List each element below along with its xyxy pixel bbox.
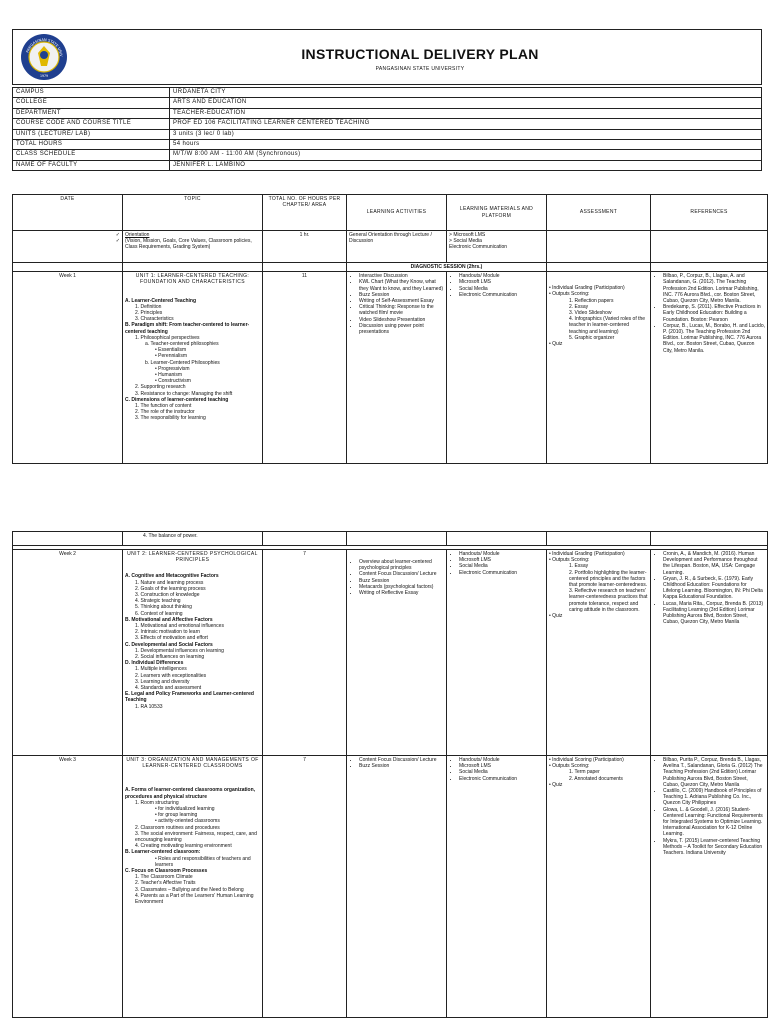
topic-item: • for individualized learning [155,806,215,813]
week2-assessment [547,550,651,756]
topic-item: 4. Parents as a Part of the Learners' Human Learning Environment [135,892,254,906]
col-activities: LEARNING ACTIVITIES [347,195,447,231]
topic-item: 1. The Classroom Climate [135,874,193,881]
topic-item: C. Focus on Classroom Processes [125,868,208,875]
page-title: INSTRUCTIONAL DELIVERY PLAN [301,46,539,62]
course-info-table [12,87,762,171]
info-label: COLLEGE [13,98,170,108]
col-topic: TOPIC [123,195,263,231]
info-value: ARTS AND EDUCATION [170,98,762,108]
topic-item: 4. Standards and assessment [135,685,202,692]
topic-item: 3. The social environment: Fairness, respect, care, and encouraging learning [135,830,257,844]
activity-item: • Writing of Self-Assessment Essay [359,298,444,304]
delivery-plan-table-page2 [12,531,768,1018]
info-value: PROF ED 106 FACILITATING LEARNER CENTERED TEACHING [170,119,762,129]
week1-topic [123,272,263,464]
bullet-icon: • [549,285,553,292]
topic-item: 4. Strategic teaching [135,598,181,605]
topic-item: 1. The function of content [135,403,192,410]
material-item: • Social Media [459,769,544,775]
week3-unit-title: UNIT 3: ORGANIZATION AND MANAGEMENTS OF LEARNER-CENTERED CLASSROOMS [126,757,259,770]
assessment-text: 3. Reflective research on teachers' learner-centeredness practices that promote tolerance, respect and caring attitude in the classroom. [569,588,648,613]
reference-item: • Gryan, J. R., & Surbeck, E. (1979). Early Childhood Education: Foundations for Lifelong Learning. Bloomington, IN: Phi Delta Kappa Educational Foundation. [663,576,765,601]
bullet-icon: • [549,781,553,788]
info-label: UNITS (LECTURE/ LAB) [13,129,170,139]
assessment-item [549,316,648,335]
topic-item: 1. Developmental influences on learning [135,647,224,654]
topic-item: 2. Principles [135,310,163,317]
column-header-row [13,195,768,231]
continuation-item: 4. The balance of power. [123,532,263,546]
orientation-material-item: > Social Media [449,238,482,245]
bullet-icon: • [549,613,553,620]
topic-item: • Perennialism [155,353,188,360]
assessment-text: Individual Scoring (Participation) [552,757,624,763]
week1-unit-title: UNIT 1: LEARNER-CENTERED TEACHING: FOUNDATION AND CHARACTERISTICS [135,273,250,286]
topic-item: 3. Construction of knowledge [135,592,200,599]
col-references: REFERENCES [651,195,768,231]
topic-item: 2. Teacher's Affective Traits [135,880,196,887]
info-row [13,108,762,118]
material-item: • Microsoft LMS [459,557,544,563]
reference-item: • Bredekamp, S. (2011). Effective Practices in Early Childhood Education: Building a Foundation. Boston: Pearson [663,304,765,323]
assessment-text: 3. Video Slideshow [569,310,612,317]
activity-item: • Buzz Session [359,292,444,298]
info-row [13,129,762,139]
week3-materials [447,756,547,1018]
info-value: URDANETA CITY [170,88,762,98]
week1-date: Week 1 [13,272,123,464]
reference-item: • Mykra, T. (2015) Learner-centered Teaching Methods – A Toolkit for Secondary Education Teachers. Indiana University [663,838,765,857]
topic-item: 1. Nature and learning process [135,579,204,586]
material-item: • Handouts/ Module [459,757,544,763]
activity-item: • Video Slideshow Presentation [359,317,444,323]
info-value: TEACHER-EDUCATION [170,108,762,118]
orientation-material-item: Electronic Communication [449,244,508,251]
assessment-text: Individual Grading (Participation) [552,285,625,292]
material-item: • Electronic Communication [459,570,544,576]
info-value: JENNIFER L. LAMBINO [170,160,762,170]
week1-row [13,272,768,464]
reference-item: • Bilbao, Purita P., Corpuz, Brenda B., Llagas, Avelina T., Salandanan, Gloria G. (2012) The Teaching Profession (2nd Edition) Lorimar Publishing Aurora Blvd, Boston Street, Cubao, Quezon City, Metro Manila [663,757,765,788]
activity-item: • Writing of Reflective Essay [359,590,444,596]
week2-hours: 7 [263,550,347,756]
topic-item: • Humanism [155,372,183,379]
topic-item: 1. Definition [135,303,162,310]
bullet-icon: • [549,557,553,564]
material-item: • Social Media [459,286,544,292]
activity-item: • Buzz Session [359,578,444,584]
week2-row [13,550,768,756]
material-item: • Microsoft LMS [459,763,544,769]
assessment-text: 2. Portfolio highlighting the learner-centered principles and the factors that promote learner-centeredness. [569,569,648,589]
week1-assessment [547,272,651,464]
material-item: • Social Media [459,563,544,569]
week1-activities [347,272,447,464]
week1-references [651,272,768,464]
assessment-item [549,588,648,613]
week3-topic [123,756,263,1018]
topic-item: E. Legal and Policy Frameworks and Learner-centered Teaching [125,691,254,704]
topic-item: 3. The responsibility for learning [135,415,206,422]
continuation-row [13,532,768,546]
assessment-item [549,570,648,589]
week3-assessment [547,756,651,1018]
activity-item: • Discussion using power point presentations [359,323,444,335]
activity-item: • Critical Thinking: Response to the watched film/ movie [359,304,444,316]
university-name: PANGASINAN STATE UNIVERSITY [375,66,465,72]
info-label: CLASS SCHEDULE [13,150,170,160]
topic-item: 2. Goals of the learning process [135,585,206,592]
assessment-text: Quiz [552,341,563,348]
topic-item: 1. Room structuring [135,799,179,806]
activity-item: • Overview about learner-centered psychological principles [359,559,444,571]
assessment-text: 4. Infographics (Varied roles of the teacher in learner-centered teaching and learning) [569,316,646,335]
week1-materials [447,272,547,464]
info-row [13,150,762,160]
topic-item: 2. Learners with exceptionalities [135,672,207,679]
topic-item: 5. Thinking about thinking [135,604,192,611]
delivery-plan-table-page1 [12,194,768,464]
activity-item: • KWL Chart (What they Know, what they Want to know, and they Learned) [359,279,444,291]
topic-item: 1. Motivational and emotional influences [135,623,224,630]
topic-item: • Essentialism [155,347,187,354]
assessment-text: 5. Graphic organizer [569,334,615,341]
info-label: DEPARTMENT [13,108,170,118]
week2-activities [347,550,447,756]
reference-item: • Cronin, A., & Mandich, M. (2016). Human Development and Performance throughout the Lifespan. Boston, MA, USA: Cengage Learning. [663,551,765,576]
info-row [13,160,762,170]
assessment-text: Outputs Scoring: [552,557,590,564]
topic-item: • Progressivism [155,365,190,372]
reference-item: • Corpuz, B., Lucas, M., Borabo, H. and Lucido, P. (2010). The Teaching Profession 2nd Edition. Lorimar Publishing, INC. 776 Aurora Blvd., cor. Boston Street, Cubao, Quezon City, Metro Manila. [663,323,765,354]
diagnostic-row [13,263,768,272]
topic-item: 3. Characteristics [135,316,174,323]
topic-item: A. Learner-Centered Teaching [125,297,197,304]
week1-hours: 11 [263,272,347,464]
topic-item: B. Motivational and Affective Factors [125,616,213,623]
topic-item: C. Developmental and Social Factors [125,641,213,648]
assessment-item [549,782,648,788]
topic-item: 3. Resistance to change: Managing the shift [135,390,233,397]
topic-item: A. Cognitive and Metacognitive Factors [125,573,219,580]
reference-item: • Lucas, Maria Rita., Corpuz, Brenda B. (2013) Facilitating Learning (3rd Edition) Lorimar Publishing Aurora Blvd, Boston Street, Cubao, Quezon City, Metro Manila [663,601,765,626]
col-assessment: ASSESSMENT [547,195,651,231]
activity-item: • Content Focus Discussion/ Lecture [359,571,444,577]
assessment-item [549,341,648,347]
assessment-text: Outputs Scoring: [552,763,590,770]
topic-item: • Roles and responsibilities of teachers and learners [155,855,251,868]
topic-item: 3. Classmates – Bullying and the Need to Belong [135,886,244,893]
info-row [13,88,762,98]
week3-row [13,756,768,1018]
assessment-item [549,613,648,619]
svg-text:PANGASINAN STATE UNIVERSITY: PANGASINAN STATE UNIV [25,37,64,57]
col-date: DATE [13,195,123,231]
week3-hours: 7 [263,756,347,1018]
assessment-text: 2. Essay [569,303,589,310]
info-value: 3 units (3 lec/ 0 lab) [170,129,762,139]
info-label: CAMPUS [13,88,170,98]
assessment-text: 1. Essay [569,563,589,570]
material-item: • Handouts/ Module [459,551,544,557]
orientation-row [13,231,768,263]
topic-item: D. Individual Differences [125,660,184,667]
info-row [13,139,762,149]
topic-item: 2. Classroom routines and procedures [135,824,220,831]
bullet-icon: • [549,551,553,557]
svg-text:1979: 1979 [39,74,49,78]
topic-item: • for group learning [155,812,198,819]
university-seal-icon [20,33,68,81]
week3-references [651,756,768,1018]
orientation-material-item: > Microsoft LMS [449,232,486,238]
bullet-icon: • [549,341,553,348]
orientation-check: ✓ ✓ [13,231,123,263]
week2-materials [447,550,547,756]
bullet-icon: • [549,291,553,298]
topic-item: A. Forms of learner-centered classrooms organization, procedures and physical structure [125,787,256,800]
topic-item: b. Learner-Centered Philosophies [145,359,220,366]
activity-item: • Metacards (psychological factors) [359,584,444,590]
topic-item: 1. RA 10533 [135,703,163,710]
assessment-text: Quiz [552,613,563,620]
assessment-text: Quiz [552,781,563,788]
reference-item: • Glowa, L. & Goodell, J. (2016) Student-Centered Learning: Functional Requirements for Integrated Systems to Optimize Learning. International Association for K-12 Online Learning. [663,807,765,838]
week3-date: Week 3 [13,756,123,1018]
bullet-icon: • [549,757,553,763]
topic-item: 3. Effects of motivation and effort [135,635,208,642]
material-item: • Microsoft LMS [459,279,544,285]
topic-item: • activity-oriented classrooms [155,818,220,825]
week3-activities [347,756,447,1018]
topic-item: B. Paradigm shift: From teacher-centered to learner-centered teaching [125,322,250,335]
orientation-activities: General Orientation through Lecture / Discussion [347,231,447,263]
topic-item: 4. Creating motivating learning environment [135,843,232,850]
material-item: • Handouts/ Module [459,273,544,279]
info-label: COURSE CODE AND COURSE TITLE [13,119,170,129]
topic-item: B. Learner-centered classroom: [125,849,201,856]
topic-item: 2. Intrinsic motivation to learn [135,629,201,636]
info-label: TOTAL HOURS [13,139,170,149]
orientation-detail: (Vision, Mission, Goals, Core Values, Classroom policies, Class Requirements, Grading System) [125,238,252,251]
bullet-icon: • [549,763,553,770]
week2-topic [123,550,263,756]
material-item: • Electronic Communication [459,776,544,782]
orientation-hours: 1 hr. [263,231,347,263]
col-materials: LEARNING MATERIALS AND PLATFORM [447,195,547,231]
activity-item: • Interactive Discussion [359,273,444,279]
topic-item: 2. The role of the instructor [135,409,195,416]
orientation-title: Orientation [125,232,150,238]
assessment-text: 1. Reflection papers [569,297,614,304]
diagnostic-session: DIAGNOSTIC SESSION (2hrs.) [347,263,547,272]
orientation-topic [123,231,263,263]
assessment-text: Individual Grading (Participation) [552,551,625,557]
topic-item: 2. Supporting research [135,384,186,391]
assessment-text: Outputs Scoring: [552,291,590,298]
topic-item: 1. Philosophical perspectives [135,334,200,341]
info-row [13,98,762,108]
orientation-materials [447,231,547,263]
activity-item: • Content Focus Discussion/ Lecture [359,757,444,763]
topic-item: a. Teacher-centered philosophies [145,341,219,348]
topic-item: 6. Context of learning [135,610,183,617]
week2-references [651,550,768,756]
topic-item: 3. Learning and diversity [135,678,190,685]
info-label: NAME OF FACULTY [13,160,170,170]
topic-item: C. Dimensions of learner-centered teaching [125,396,229,403]
info-value: 54 hours [170,139,762,149]
topic-item: • Constructivism [155,378,191,385]
week2-unit-title: UNIT 2: LEARNER-CENTERED PSYCHOLOGICAL PRINCIPLES [127,551,258,564]
material-item: • Electronic Communication [459,292,544,298]
info-value: M/T/W 8:00 AM - 11:00 AM (Synchronous) [170,150,762,160]
assessment-text: 2. Annotated documents [569,775,623,782]
topic-item: 1. Multiple intelligences [135,666,187,673]
activity-item: • Buzz Session [359,763,444,769]
info-row [13,119,762,129]
topic-item: 2. Social influences on learning [135,654,205,661]
col-hours: TOTAL NO. OF HOURS PER CHAPTER/ AREA [263,195,347,231]
reference-item: • Castillo, C. (2009) Handbook of Principles of Teaching 1. Adriana Publishing Co. Inc., Quezon City Philippines [663,788,765,807]
assessment-text: 1. Term paper [569,769,600,776]
week2-date: Week 2 [13,550,123,756]
reference-item: • Bilbao, P., Corpuz, B., Llagas, A. and Salandanan, G. (2012). The Teaching Profession 2nd Edition. Lorimar Publishing, INC. 776 Aurora Blvd., cor. Boston Street, Cubao, Quezon City, Metro Manila. [663,273,765,304]
